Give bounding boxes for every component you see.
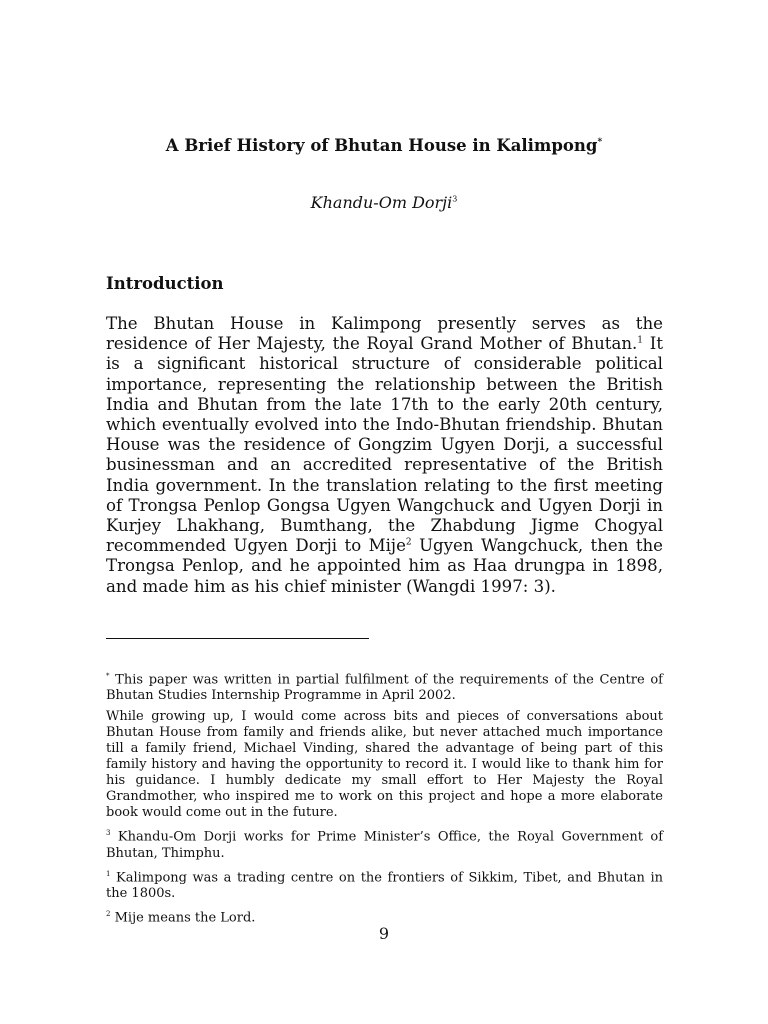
footnote-divider [106,638,369,639]
footnote-3-mark: 3 [106,829,111,838]
footnote-1-mark: 1 [106,869,111,878]
footnote-acknowledgement: While growing up, I would come across bits and pieces of conversations about Bhutan House from family and friends alike, but never attached much importance till a family friend, Michael Vinding, shared the advantage of being part of this family history and having the opportunity to record it. I would like to thank him for his guidance. I humbly dedicate my small effort to Her Majesty the Royal Grandmother, who inspired me to work on this project and hope a more elaborate book would come out in the future. [106,708,663,821]
title-text: A Brief History of Bhutan House in Kalimpong [165,136,598,155]
footnote-star-mark: * [106,672,110,680]
footnote-3 [106,825,663,862]
author-line [0,193,768,212]
body-paragraph [106,314,663,597]
footnote-3-text: Khandu-Om Dorji works for Prime Minister’s Office, the Royal Government of Bhutan, Thimphu. [106,829,663,861]
footnote-2-mark: 2 [106,910,111,919]
page-number: 9 [378,924,390,943]
author-name: Khandu-Om Dorji [310,193,453,212]
footnote-1 [106,866,663,903]
body-text-part-3: Ugyen Wangchuck, then the Trongsa Penlop, and he appointed him as Haa drungpa in 1898, and made him as his chief minister (Wangdi 1997: 3). [106,536,663,596]
footnotes-section [106,668,663,931]
footnote-2-text: Mije means the Lord. [110,910,256,926]
body-text-part-1: The Bhutan House in Kalimpong presently serves as the residence of Her Majesty, the Royal Grand Mother of Bhutan. [106,314,663,354]
footnote-star-text: This paper was written in partial fulfilment of the requirements of the Centre of Bhutan Studies Internship Programme in April 2002. [106,672,663,704]
section-heading: Introduction [106,274,224,293]
paper-title [0,136,768,155]
footnote-1-text: Kalimpong was a trading centre on the frontiers of Sikkim, Tibet, and Bhutan in the 1800s. [106,870,663,902]
body-text-part-2: It is a significant historical structure of considerable political importance, representing the relationship between the British India and Bhutan from the late 17th to the early 20th century, which eventually evolved into the Indo-Bhutan friendship. Bhutan House was the residence of Gongzim Ugyen Dorji, a successful businessman and an accredited representative of the British India government. In the translation relating to the first meeting of Trongsa Penlop Gongsa Ugyen Wangchuck and Ugyen Dorji in Kurjey Lhakhang, Bumthang, the Zhabdung Jigme Chogyal recommended Ugyen Dorji to Mije [106,334,663,556]
footnote-ref-2: 2 [405,537,412,548]
title-footnote-mark: * [597,137,603,148]
footnote-star [106,668,663,705]
footnote-ref-1: 1 [637,335,644,346]
author-footnote-mark: 3 [452,194,458,204]
